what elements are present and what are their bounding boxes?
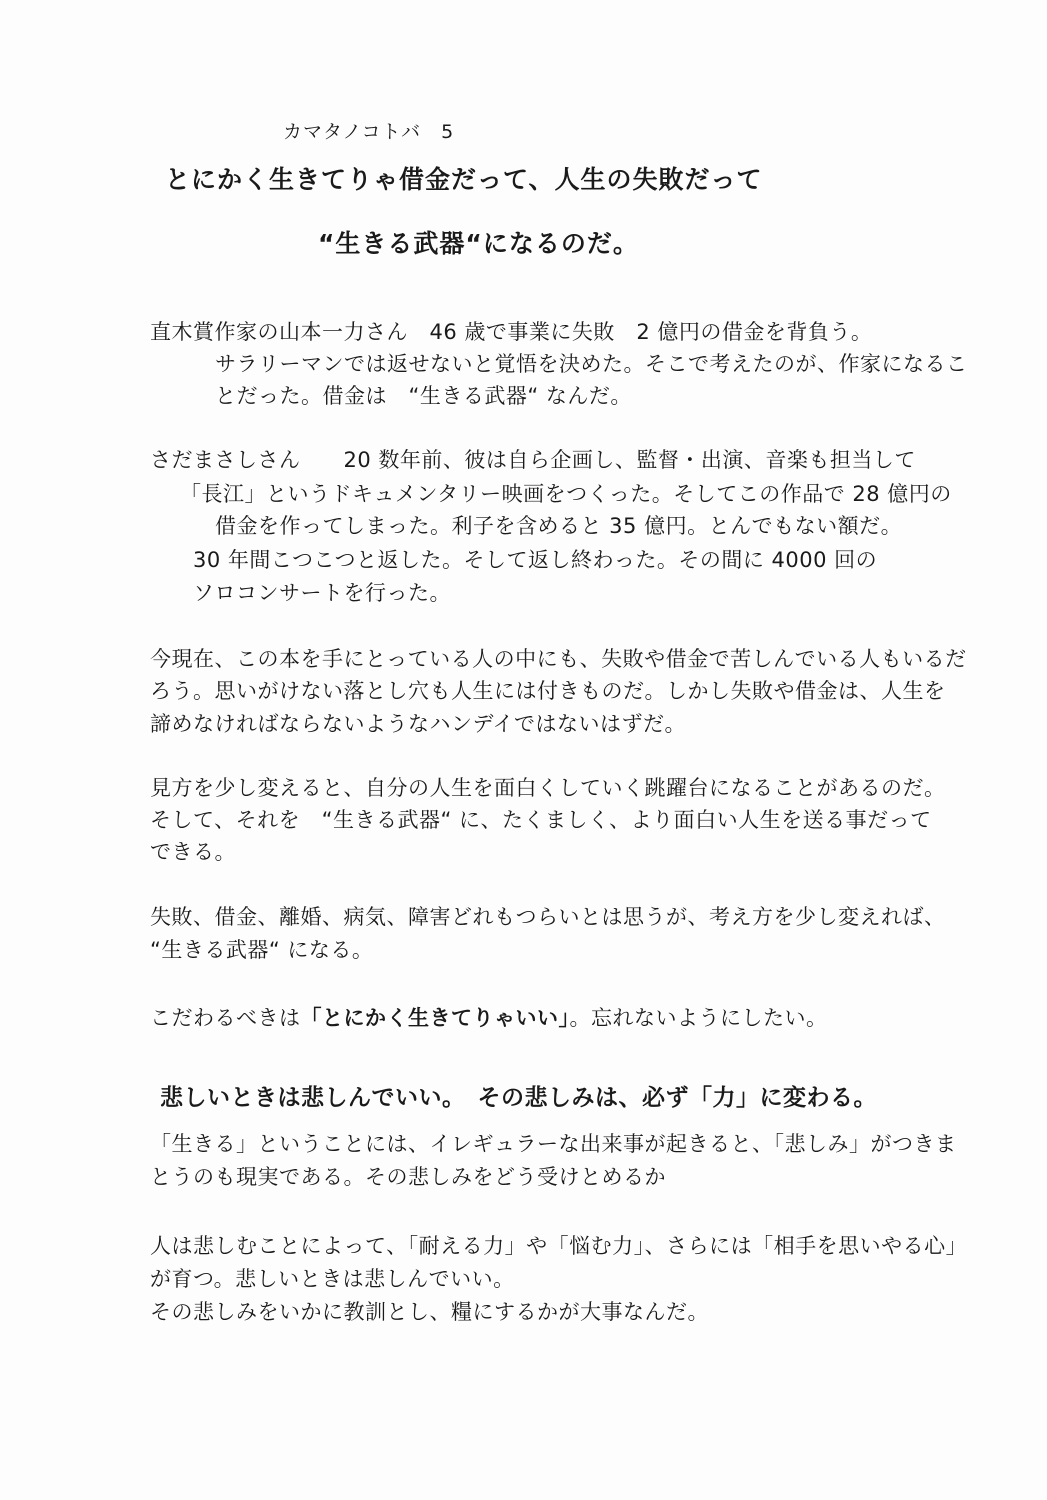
section-2-para-1-line-1: 「生きる」ということには、イレギュラーな出来事が起きると、「悲しみ」がつきま xyxy=(150,1132,957,1156)
para-yamamoto-line-1: 直木賞作家の山本一力さん 46 歳で事業に失敗 2 億円の借金を背負う。 xyxy=(150,320,873,344)
para-sada-line-1: さだまさしさん 20 数年前、彼は自ら企画し、監督・出演、音楽も担当して xyxy=(150,448,916,472)
para-stick-pre: こだわるべきは xyxy=(150,1006,301,1030)
section-2-para-2-line-2: が育つ。悲しいときは悲しんでいい。 xyxy=(150,1267,515,1291)
para-view-line-3: できる。 xyxy=(150,840,236,864)
para-now-line-1: 今現在、この本を手にとっている人の中にも、失敗や借金で苦しんでいる人もいるだ xyxy=(150,647,967,671)
para-sada-line-3: 借金を作ってしまった。利子を含めると 35 億円。とんでもない額だ。 xyxy=(215,514,903,538)
para-stick xyxy=(150,1004,828,1032)
headline-line-2: “生きる武器“になるのだ。 xyxy=(318,229,639,258)
para-yamamoto-line-2: サラリーマンでは返せないと覚悟を決めた。そこで考えたのが、作家になるこ xyxy=(215,352,968,376)
headline-line-1: とにかく生きてりゃ借金だって、人生の失敗だって xyxy=(165,165,763,194)
series-title: カマタノコトバ 5 xyxy=(283,121,455,143)
para-sada-line-2: 「長江」というドキュメンタリー映画をつくった。そしてこの作品で 28 億円の xyxy=(180,482,952,506)
section-2-heading: 悲しいときは悲しんでいい。 その悲しみは、必ず「力」に変わる。 xyxy=(160,1085,877,1111)
section-2-para-1-line-2: とうのも現実である。その悲しみをどう受けとめるか xyxy=(150,1165,666,1189)
para-stick-post: 。忘れないようにしたい。 xyxy=(569,1006,828,1030)
section-2-para-2-line-3: その悲しみをいかに教訓とし、糧にするかが大事なんだ。 xyxy=(150,1300,709,1324)
section-2-para-2-line-1: 人は悲しむことによって、「耐える力」や「悩む力」、さらには「相手を思いやる心」 xyxy=(150,1234,968,1258)
para-failure-line-2: “生きる武器“ になる。 xyxy=(150,938,374,962)
para-now-line-2: ろう。思いがけない落とし穴も人生には付きものだ。しかし失敗や借金は、人生を xyxy=(150,679,946,703)
para-yamamoto-line-3: とだった。借金は “生きる武器“ なんだ。 xyxy=(215,384,632,408)
para-view-line-2: そして、それを “生きる武器“ に、たくましく、より面白い人生を送る事だって xyxy=(150,808,932,832)
para-failure-line-1: 失敗、借金、離婚、病気、障害どれもつらいとは思うが、考え方を少し変えれば、 xyxy=(150,905,946,929)
para-now-line-3: 諦めなければならないようなハンデイではないはずだ。 xyxy=(150,712,687,736)
para-sada-line-4: 30 年間こつこつと返した。そして返し終わった。その間に 4000 回の xyxy=(193,548,878,572)
para-view-line-1: 見方を少し変えると、自分の人生を面白くしていく跳躍台になることがあるのだ。 xyxy=(150,776,946,800)
para-stick-emphasis: 「とにかく生きてりゃいい」 xyxy=(300,1006,570,1030)
para-sada-line-5: ソロコンサートを行った。 xyxy=(193,581,451,605)
